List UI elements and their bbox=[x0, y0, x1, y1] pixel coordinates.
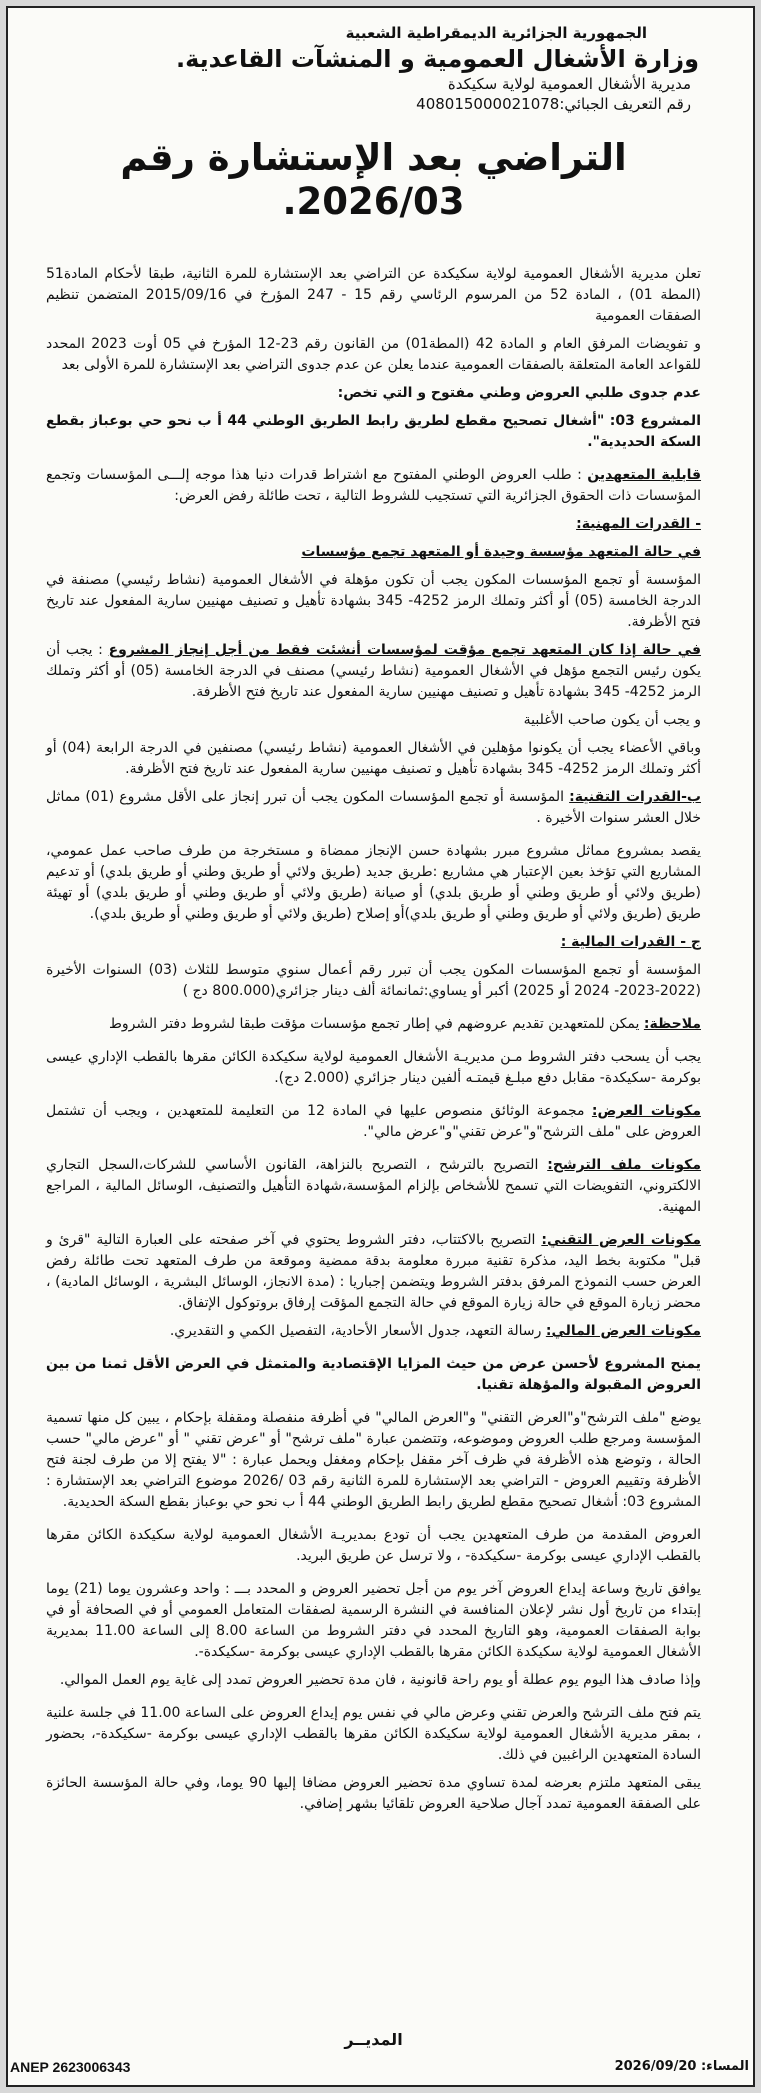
republic-line: الجمهورية الجزائرية الديمقراطية الشعبية bbox=[345, 24, 647, 42]
technical-offer-text: التصريح بالاكتتاب، دفتر الشروط يحتوي في آخر صفحته على العبارة التالية "قرئ و قبل" مكتوبة بخط اليد، مذكرة تقنية مبررة معلومة بدقة ممضية وموقعة من طرف المتعهد تحت طائلة رفض العرض حسب النموذج المرفق بدفتر الشروط ويتضمن إجباريا : (مدة الانجاز، الوسائل البشرية ، الوسائل المادية) ، محضر زيارة الموقع في حالة زيارة الموقع في حالة التجمع المؤقت إرفاق بروتوكول الإتفاق. bbox=[46, 1232, 701, 1311]
withdraw-paragraph: يجب أن يسحب دفتر الشروط مـن مديريـة الأشغال العمومية لولاية سكيكدة الكائن مقرها بالقطب الإداري عيسى بوكرمة -سكيكدة- مقابل دفع مبلـغ قيمتـه ألفين دينار جزائري (2.000 دج). bbox=[46, 1049, 701, 1086]
financial-capacity-text: المؤسسة أو تجمع المؤسسات المكون يجب أن تبرر رقم أعمال سنوي متوسط للثلاث (03) السنوات الأخيرة (2022-2023- 2024 أو 2025) أكبر أو يساوي:ثمانمائة ألف دينار جزائري(800.000 دج ) bbox=[46, 962, 701, 999]
technical-capacity-heading: ب-القدرات التقنية: bbox=[569, 789, 701, 805]
case2-text: : يجب أن يكون رئيس التجمع مؤهل في الأشغال العمومية (نشاط رئيسي) مصنف في الدرجة الخامسة (05) أو أكثر وتملك الرمز 4252- 345 بشهادة تأهيل و تصنيف مهنيين سارية المفعول عند تاريخ فتح الأظرفة. bbox=[46, 642, 701, 700]
offer-label: مكونات العرض: bbox=[591, 1103, 701, 1119]
offer-paragraph bbox=[46, 1101, 701, 1143]
ministry-line: وزارة الأشغال العمومية و المنشآت القاعدية. bbox=[176, 45, 699, 73]
intro-paragraph-1: تعلن مديرية الأشغال العمومية لولاية سكيكدة عن التراضي بعد الإستشارة للمرة الثانية، طبقا لأحكام المادة51 (المطة 01) ، المادة 52 من المرسوم الرئاسي رقم 15 - 247 المؤرخ في 2015/09/16 المتضمن تنظيم الصفقات العمومية bbox=[46, 266, 702, 324]
deadline-paragraph: يوافق تاريخ وساعة إيداع العروض آخر يوم من أجل تحضير العروض و المحدد بـــ : واحد وعشرون يوما (21) يوما إبتداء من تاريخ أول نشر لإعلان المنافسة في النشرة الرسمية لصفقات المتعامل العمومي أو في الصحافة أو في بوابة الصفقات العمومية، وهو التاريخ المحدد في دفتر الشروط من الساعة 8.00 إلى الساعة 11.00 بمديرية الأشغال العمومية لولاية سكيكدة الكائن مقرها بالقطب الإداري عيسى بوكرمة -سكيكدة-. bbox=[46, 1581, 701, 1660]
financial-offer-text: رسالة التعهد، جدول الأسعار الأحادية، التفصيل الكمي و التقديري. bbox=[169, 1323, 542, 1339]
note-text: يمكن للمتعهدين تقديم عروضهم في إطار تجمع مؤسسات مؤقت طبقا لشروط دفتر الشروط bbox=[108, 1016, 640, 1032]
opening-paragraph: يتم فتح ملف الترشح والعرض تقني وعرض مالي في نفس يوم إيداع العروض على الساعة 11.00 في جلسة علنية ، بمقر مديرية الأشغال العمومية لولاية سكيكدة الكائن مقرها بالقطب الإداري عيسى بوكرمة -سكيكدة-، بحضور السادة المتعهدين الراغبين في ذلك. bbox=[46, 1705, 701, 1763]
footer bbox=[8, 2059, 753, 2079]
directorate-line: مديرية الأشغال العمومية لولاية سكيكدة bbox=[447, 75, 691, 93]
financial-capacity-heading: ج - القدرات المالية : bbox=[560, 934, 701, 950]
technical-capacity-paragraph bbox=[46, 787, 701, 829]
note-paragraph bbox=[46, 1014, 701, 1035]
holiday-paragraph: وإذا صادف هذا اليوم يوم عطلة أو يوم راحة قانونية ، فان مدة تحضير العروض تمدد إلى غاية يوم العمل الموالي. bbox=[59, 1672, 701, 1688]
financial-offer-paragraph bbox=[46, 1321, 701, 1342]
technical-offer-label: مكونات العرض التقني: bbox=[541, 1232, 702, 1248]
candidacy-text: التصريح بالترشح ، التصريح بالنزاهة، القانون الأساسي للشركات،السجل التجاري الالكتروني، التفويضات التي تسمح للأشخاص بإلزام المؤسسة،شهادة التأهيل والتصنيف، الوسائل المالية ، المراجع المهنية. bbox=[46, 1157, 701, 1215]
similar-project-text: يقصد بمشروع مماثل مشروع مبرر بشهادة حسن الإنجاز ممضاة و مستخرجة من طرف صاحب عمل عمومي، المشاريع التي تؤخذ بعين الإعتبار هي مشاريع :طريق جديد (طريق ولائي أو طريق وطني أو طريق بلدي) أو تدعيم (طريق ولائي أو طريق وطني أو طريق بلدي) أو صيانة (طريق ولائي أو طريق وطني أو طريق بلدي) أو تهيئة طريق (طريق ولائي أو طريق وطني أو طريق بلدي)أو إصلاح (طريق ولائي أو طريق وطني أو طريق بلدي). bbox=[46, 843, 701, 922]
eligibility-paragraph bbox=[46, 465, 701, 507]
case1-text: المؤسسة أو تجمع المؤسسات المكون يجب أن تكون مؤهلة في الأشغال العمومية (نشاط رئيسي) مصنفة في الدرجة الخامسة (05) أو أكثر وتملك الرمز 4252- 345 بشهادة تأهيل و تصنيف مهنيين سارية المفعول عند تاريخ فتح الأظرفة. bbox=[46, 572, 701, 630]
candidacy-paragraph bbox=[46, 1155, 701, 1218]
signature: المديــر bbox=[344, 2030, 403, 2049]
offer-text: مجموعة الوثائق منصوص عليها في المادة 12 من التعليمة للمتعهدين ، ويجب أن تشتمل العروض على "ملف الترشح"و"عرض تقني"و"عرض مالي". bbox=[46, 1103, 701, 1140]
case2-members: وباقي الأعضاء يجب أن يكونوا مؤهلين في الأشغال العمومية (نشاط رئيسي) مصنفين في الدرجة الرابعة (04) أو أكثر وتملك الرمز 4252- 345 بشهادة تأهيل و تصنيف مهنيين سارية المفعول عند تاريخ فتح الأظرفة. bbox=[46, 740, 702, 777]
project-line: المشروع 03: "أشغال تصحيح مقطع لطريق رابط الطريق الوطني 44 أ ب نحو حي بوعباز بقطع السكة الحديدية". bbox=[46, 413, 701, 450]
header bbox=[46, 22, 699, 114]
intro-paragraph-3: عدم جدوى طلبي العروض وطني مفتوح و التي تخص: bbox=[337, 385, 701, 401]
technical-capacity-text: المؤسسة أو تجمع المؤسسات المكون يجب أن تبرر إنجاز على الأقل مشروع (01) مماثل خلال العشر سنوات الأخيرة . bbox=[46, 789, 701, 826]
case1-heading: في حالة المتعهد مؤسسة وحيدة أو المتعهد تجمع مؤسسات bbox=[301, 544, 701, 560]
deposit-paragraph: العروض المقدمة من طرف المتعهدين يجب أن تودع بمديريـة الأشغال العمومية لولاية سكيكدة الكائن مقرها بالقطب الإداري عيسى بوكرمة -سكيكدة- ، ولا ترسل عن طريق البريد. bbox=[46, 1527, 701, 1564]
tax-id-line: رقم التعريف الجبائي:408015000021078 bbox=[416, 95, 691, 113]
anep-reference: ANEP 2623006343 bbox=[10, 2059, 131, 2075]
newspaper-notice bbox=[6, 6, 755, 2087]
award-paragraph: يمنح المشروع لأحسن عرض من حيث المزايا الإقتصادية والمتمثل في العرض الأقل ثمنا من بين العروض المقبولة والمؤهلة تقنيا. bbox=[46, 1356, 701, 1393]
case2-paragraph bbox=[46, 640, 701, 703]
case2-majority: و يجب أن يكون صاحب الأغلبية bbox=[523, 712, 701, 728]
publication-date: المساء: 2026/09/20 bbox=[614, 2059, 749, 2074]
eligibility-text: : طلب العروض الوطني المفتوح مع اشتراط قدرات دنيا هذا موجه إلـــى المؤسسات وتجمع المؤسسات ذات الحقوق الجزائرية التي تستجيب للشروط التالية ، تحت طائلة رفض العرض: bbox=[46, 467, 701, 504]
professional-heading: - القدرات المهنية: bbox=[576, 516, 701, 532]
financial-offer-label: مكونات العرض المالي: bbox=[545, 1323, 701, 1339]
notice-body bbox=[46, 22, 701, 2085]
case2-heading: في حالة إذا كان المتعهد تجمع مؤقت لمؤسسات أنشئت فقط من أجل إنجاز المشروع bbox=[108, 642, 702, 658]
envelopes-paragraph: يوضع "ملف الترشح"و"العرض التقني" و"العرض المالي" في أظرفة منفصلة ومقفلة بإحكام ، يبين كل منها تسمية المؤسسة ومرجع طلب العروض وموضوعه، وتتضمن عبارة "ملف ترشح" أو "عرض تقني " أو "عرض مالي" حسب الحالة ، وتوضع هذه الأظرفة في ظرف آخر مقفل بإحكام ومغفل ويحمل عبارة : "لا يفتح إلا من طرف لجنة فتح الأظرفة وتقييم العروض - التراضي بعد الإستشارة للمرة الثانية رقم 03 /2026 موضوع التراضي بعد الإستشارة : المشروع 03: أشغال تصحيح مقطع لطريق رابط الطريق الوطني 44 أ ب نحو حي بوعباز بقطع السكة الحديدية. bbox=[46, 1410, 701, 1510]
candidacy-label: مكونات ملف الترشح: bbox=[547, 1157, 701, 1173]
validity-paragraph: يبقى المتعهد ملتزم بعرضه لمدة تساوي مدة تحضير العروض مضافا إليها 90 يوما، وفي حالة المؤسسة الحائزة على الصفقة العمومية تمدد آجال صلاحية العروض تلقائيا بشهر إضافي. bbox=[46, 1775, 701, 1812]
intro-paragraph-2: و تفويضات المرفق العام و المادة 42 (المطة01) من القانون رقم 23-12 المؤرخ في 05 أوت 2023 المحدد للقواعد العامة المتعلقة بالصفقات العمومية عندما يعلن عن عدم جدوى التراضي بعد الإستشارة للمرة الأولى بعد bbox=[46, 336, 701, 373]
technical-offer-paragraph bbox=[46, 1230, 701, 1314]
note-label: ملاحظة: bbox=[643, 1016, 701, 1032]
eligibility-heading: قابلية المتعهدين bbox=[587, 467, 702, 483]
notice-title: التراضي بعد الإستشارة رقم 2026/03. bbox=[120, 136, 627, 223]
